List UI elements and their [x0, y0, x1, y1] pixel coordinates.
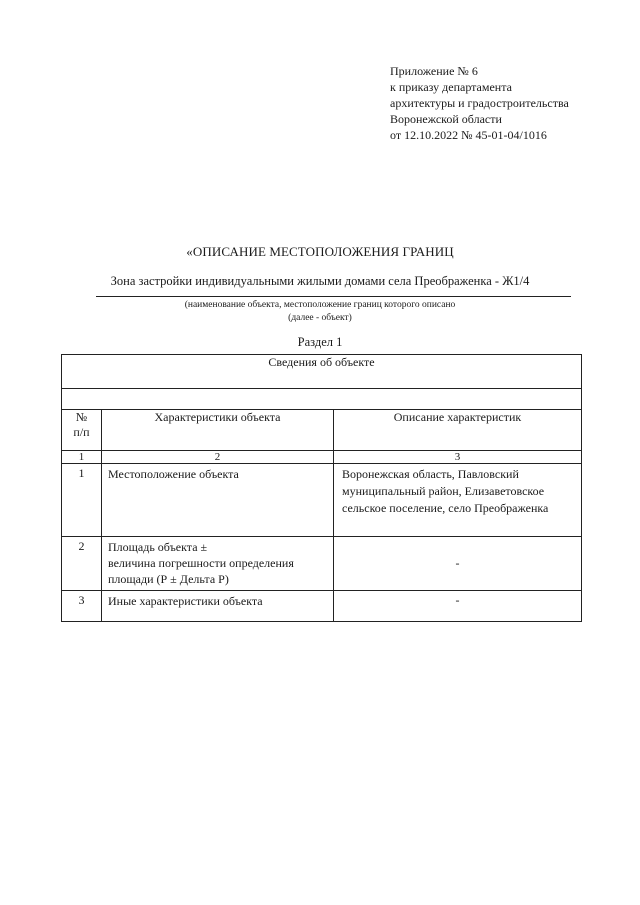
characteristic-line: величина погрешности определения — [108, 556, 294, 570]
table-row — [62, 464, 582, 537]
row-description: - — [334, 591, 582, 622]
characteristic-line: Площадь объекта ± — [108, 540, 208, 554]
appendix-block — [390, 63, 569, 143]
row-number: 2 — [62, 537, 102, 591]
row-characteristic: Местоположение объекта — [102, 464, 334, 537]
table-heading-row — [62, 355, 582, 389]
row-characteristic — [102, 537, 334, 591]
object-caption — [0, 299, 640, 325]
col-header-characteristics: Характеристики объекта — [102, 410, 334, 451]
col-number: 1 — [62, 451, 102, 464]
table-empty-row — [62, 389, 582, 410]
col-header-num-line: № — [75, 410, 88, 424]
document-title: «ОПИСАНИЕ МЕСТОПОЛОЖЕНИЯ ГРАНИЦ — [186, 244, 454, 259]
description-line: сельское поселение, село Преображенка — [342, 501, 549, 515]
row-number: 3 — [62, 591, 102, 622]
table-row — [62, 537, 582, 591]
caption-line: (наименование объекта, местоположение границ которого описано — [184, 300, 456, 310]
characteristic-line: площади (Р ± Дельта Р) — [108, 572, 229, 586]
appendix-line: от 12.10.2022 № 45-01-04/1016 — [390, 128, 547, 142]
object-info-table — [61, 354, 582, 622]
section-title: Раздел 1 — [297, 335, 343, 349]
appendix-line: Приложение № 6 — [390, 64, 478, 78]
underline-divider — [96, 296, 571, 297]
appendix-line: архитектуры и градостроительства — [390, 96, 569, 110]
zone-name: Зона застройки индивидуальными жилыми домами села Преображенка - Ж1/4 — [110, 274, 530, 288]
caption-line: (далее - объект) — [288, 313, 352, 323]
row-number: 1 — [62, 464, 102, 537]
appendix-line: к приказу департамента — [390, 80, 512, 94]
col-header-num-line: п/п — [73, 425, 90, 439]
table-column-numbers-row — [62, 451, 582, 464]
appendix-line: Воронежской области — [390, 112, 502, 126]
row-description — [334, 464, 582, 537]
table-row — [62, 591, 582, 622]
row-characteristic: Иные характеристики объекта — [102, 591, 334, 622]
table-heading: Сведения об объекте — [62, 355, 582, 389]
col-header-num — [62, 410, 102, 451]
col-number: 2 — [102, 451, 334, 464]
col-header-description: Описание характеристик — [334, 410, 582, 451]
empty-cell — [62, 389, 582, 410]
description-line: муниципальный район, Елизаветовское — [342, 484, 545, 498]
table-header-row — [62, 410, 582, 451]
description-line: Воронежская область, Павловский — [342, 467, 519, 481]
col-number: 3 — [334, 451, 582, 464]
row-description: - — [334, 537, 582, 591]
